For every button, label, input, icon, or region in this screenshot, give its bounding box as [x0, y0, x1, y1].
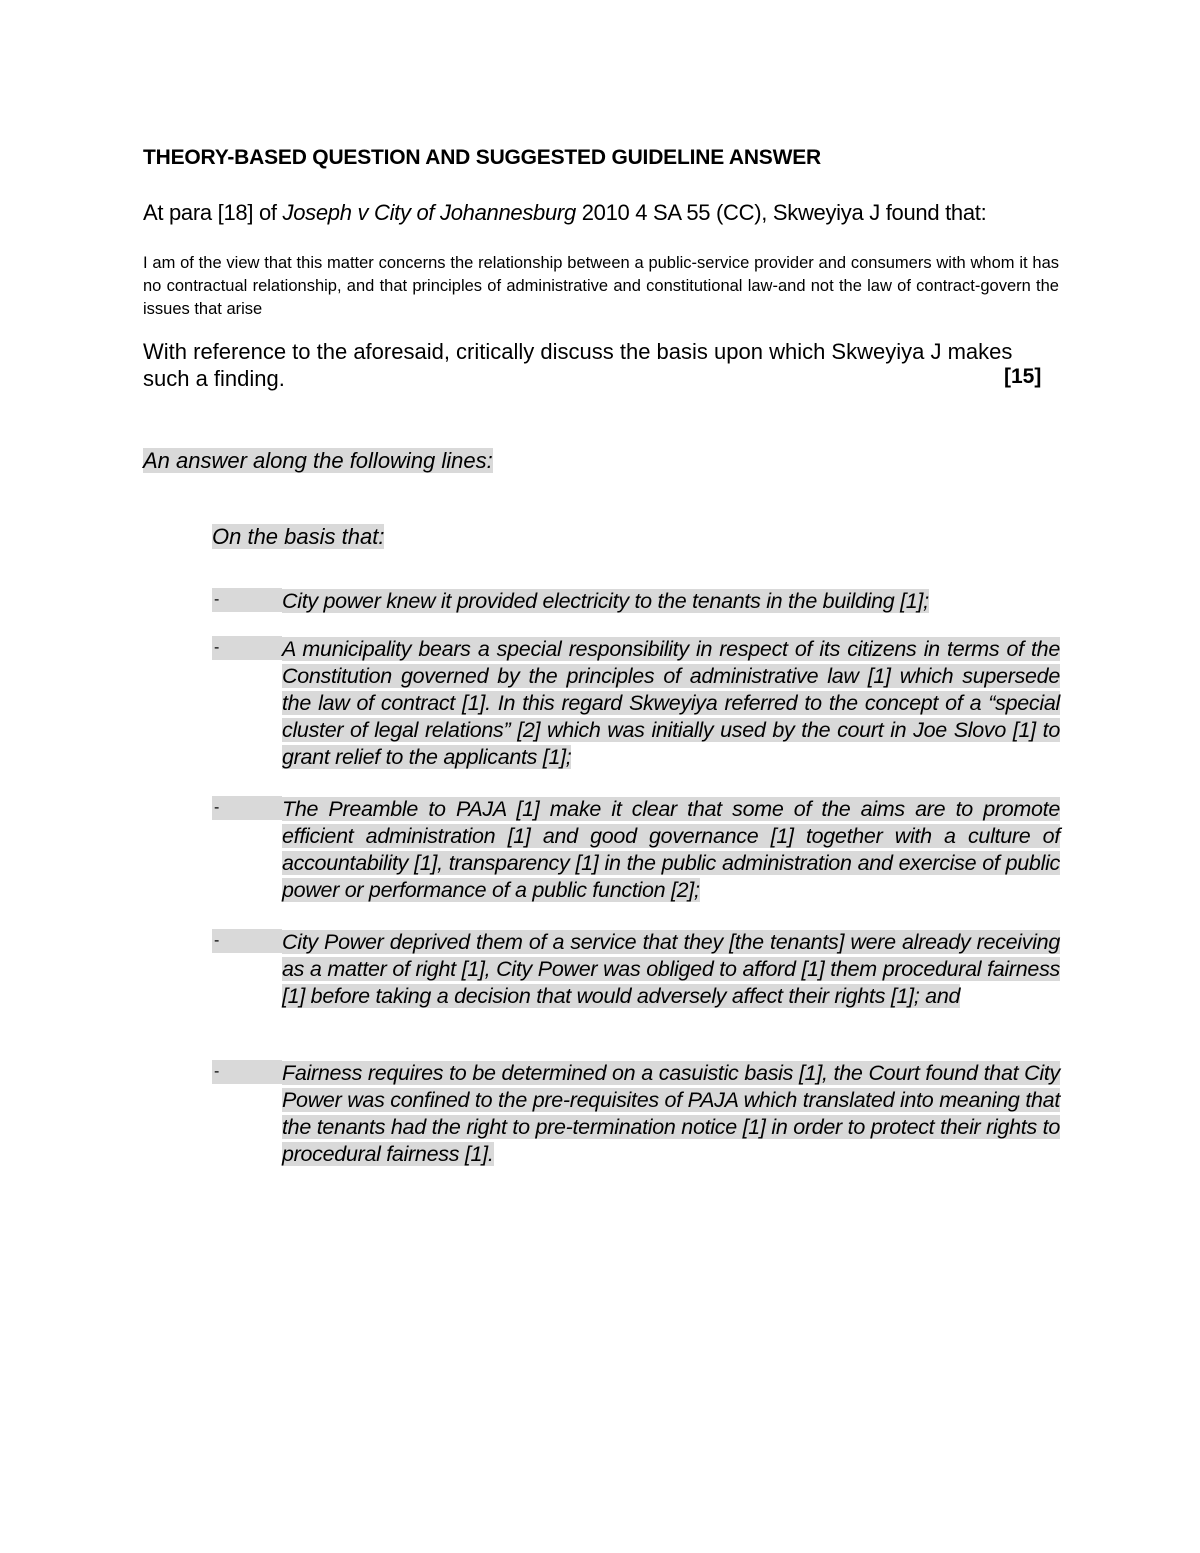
intro-prefix: At para [18] of: [143, 200, 283, 225]
bullet-text-content: City power knew it provided electricity to the tenants in the building [1];: [282, 589, 929, 613]
bullet-text: [282, 588, 1060, 615]
bullet-dash: -: [212, 588, 282, 612]
question-marks: [15]: [1004, 365, 1042, 388]
answer-intro-text: An answer along the following lines:: [143, 448, 493, 473]
intro-suffix: 2010 4 SA 55 (CC), Skweyiya J found that:: [575, 200, 987, 225]
bullet-text-content: City Power deprived them of a service that they [the tenants] were already receiving as a matter of right [1], City Power was obliged to afford [1] them procedural fairness [1] before taking a decision that would adversely affect their rights [1]; and: [282, 930, 1060, 1008]
bullet-dash: -: [212, 796, 282, 820]
bullet-dash: -: [212, 636, 282, 660]
basis-label-text: On the basis that:: [212, 524, 385, 549]
court-quote: I am of the view that this matter concerns the relationship between a public-service provider and consumers with whom it has no contractual relationship, and that principles of administrative and constitutional law-and not the law of contract-govern the issues that arise: [143, 254, 1059, 318]
answer-intro: [143, 447, 493, 474]
case-name: Joseph v City of Johannesburg: [282, 200, 576, 225]
bullet-text-content: Fairness requires to be determined on a casuistic basis [1], the Court found that City Power was confined to the pre-requisites of PAJA which translated into meaning that the tenants had the right to pre-termination notice [1] in order to protect their rights to procedural fairness [1].: [282, 1061, 1060, 1166]
bullet-text-content: The Preamble to PAJA [1] make it clear that some of the aims are to promote efficient administration [1] and good governance [1] together with a culture of accountability [1], transparency [1] in the public administration and exercise of public power or performance of a public function [2];: [282, 797, 1060, 902]
bullet-text-content: A municipality bears a special responsibility in respect of its citizens in terms of the Constitution governed by the principles of administrative law [1] which supersede the law of contract [1]. In this regard Skweyiya referred to the concept of a “special cluster of legal relations” [2] which was initially used by the court in Joe Slovo [1] to grant relief to the applicants [1];: [282, 637, 1060, 769]
bullet-text: [282, 1060, 1060, 1168]
bullet-dash: -: [212, 1060, 282, 1084]
question-text: With reference to the aforesaid, critically discuss the basis upon which Skweyiya J makes such a finding.: [143, 339, 1013, 391]
bullet-dash: -: [212, 929, 282, 953]
bullet-text: [282, 796, 1060, 904]
document-heading: THEORY-BASED QUESTION AND SUGGESTED GUIDELINE ANSWER: [143, 146, 821, 169]
bullet-text: [282, 636, 1060, 771]
bullet-text: [282, 929, 1060, 1010]
intro-paragraph: [143, 200, 986, 226]
basis-label: [212, 523, 384, 550]
